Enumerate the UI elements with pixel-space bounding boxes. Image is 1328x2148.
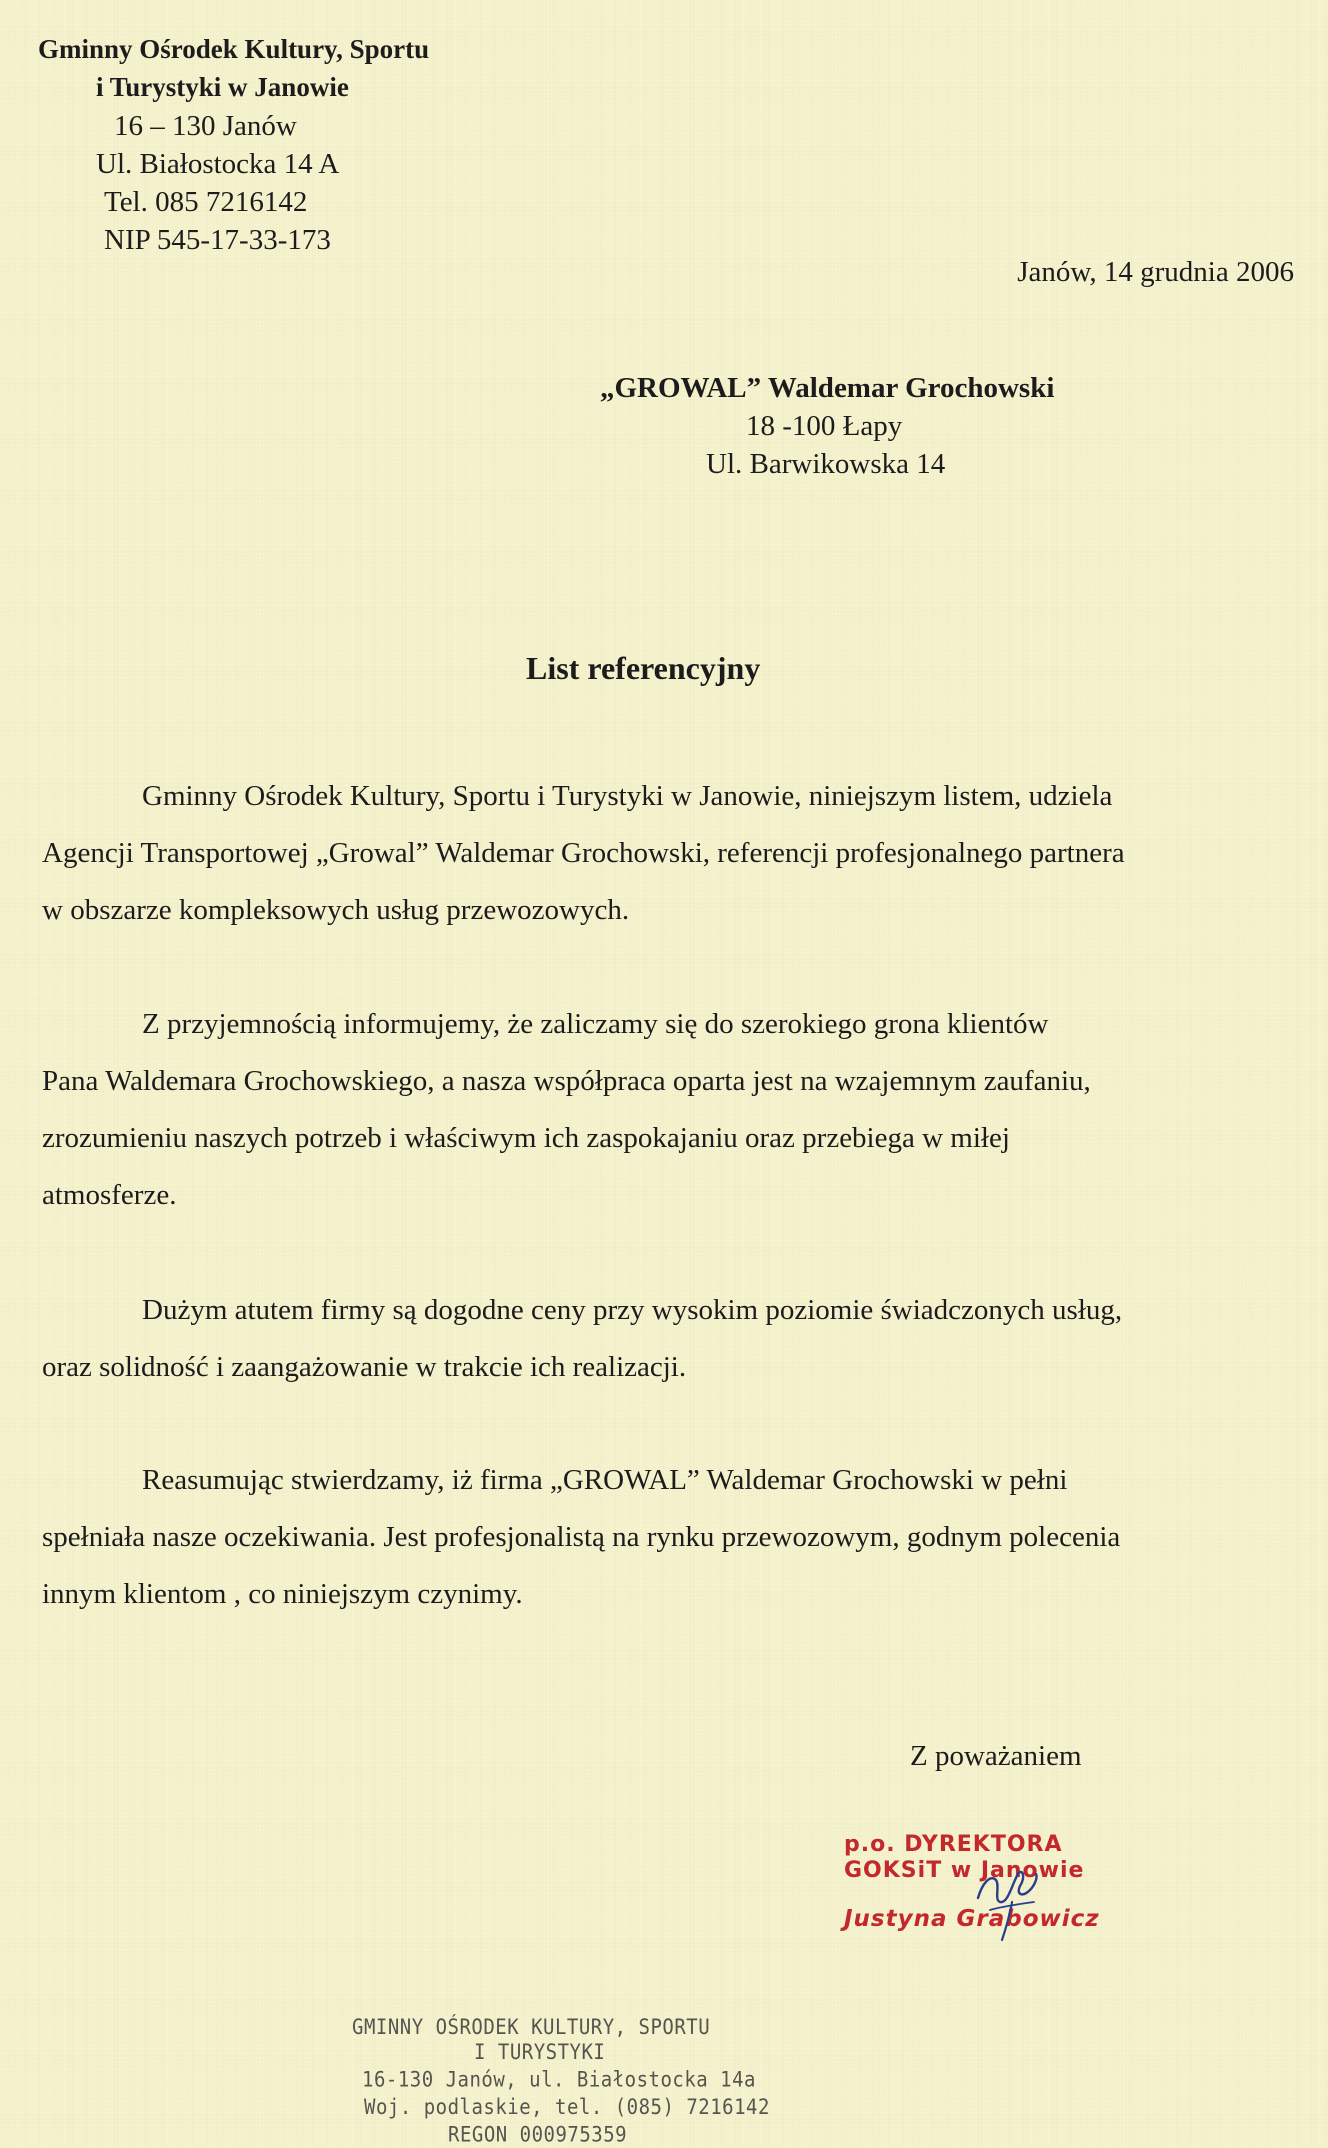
- paragraph-line: Z przyjemnością informujemy, że zaliczamy się do szerokiego grona klientów: [142, 1008, 1049, 1040]
- sender-street: Ul. Białostocka 14 A: [96, 148, 340, 180]
- closing-salutation: Z poważaniem: [910, 1740, 1082, 1772]
- handwritten-signature: [960, 1840, 1070, 1950]
- office-stamp-line: I TURYSTYKI: [474, 2040, 606, 2065]
- office-stamp-line: Woj. podlaskie, tel. (085) 7216142: [364, 2095, 770, 2120]
- paragraph-line: Gminny Ośrodek Kultury, Sportu i Turystyki w Janowie, niniejszym listem, udziela: [142, 780, 1113, 812]
- paragraph-line: Pana Waldemara Grochowskiego, a nasza współpraca oparta jest na wzajemnym zaufaniu,: [42, 1065, 1091, 1097]
- recipient-postal: 18 -100 Łapy: [746, 410, 903, 442]
- director-stamp-office: GOKSiT w Janowie: [844, 1858, 1085, 1883]
- paragraph-line: Dużym atutem firmy są dogodne ceny przy wysokim poziomie świadczonych usług,: [142, 1294, 1123, 1326]
- paragraph-line: atmosferze.: [42, 1179, 177, 1211]
- recipient-company: „GROWAL” Waldemar Grochowski: [600, 372, 1055, 404]
- director-stamp-title: p.o. DYREKTORA: [844, 1832, 1063, 1857]
- sender-postal: 16 – 130 Janów: [114, 110, 297, 142]
- paragraph-line: zrozumieniu naszych potrzeb i właściwym ich zaspokajaniu oraz przebiega w miłej: [42, 1122, 1010, 1154]
- paragraph-line: w obszarze kompleksowych usług przewozowych.: [42, 894, 630, 926]
- recipient-street: Ul. Barwikowska 14: [706, 448, 946, 480]
- paragraph-line: Reasumując stwierdzamy, iż firma „GROWAL” Waldemar Grochowski w pełni: [142, 1464, 1068, 1496]
- director-stamp-name: Justyna Grabowicz: [844, 1906, 1100, 1932]
- document-title: List referencyjny: [526, 650, 761, 686]
- paragraph-line: Agencji Transportowej „Growal” Waldemar Grochowski, referencji profesjonalnego partnera: [42, 837, 1125, 869]
- paragraph-line: innym klientom , co niniejszym czynimy.: [42, 1578, 523, 1610]
- paragraph-line: oraz solidność i zaangażowanie w trakcie ich realizacji.: [42, 1351, 687, 1383]
- office-stamp-line: 16-130 Janów, ul. Białostocka 14a: [362, 2068, 756, 2093]
- sender-nip: NIP 545-17-33-173: [104, 224, 331, 256]
- paragraph-line: spełniała nasze oczekiwania. Jest profesjonalistą na rynku przewozowym, godnym polecenia: [42, 1521, 1121, 1553]
- sender-name-line2: i Turystyki w Janowie: [96, 72, 349, 102]
- office-stamp-line: REGON 000975359: [448, 2123, 628, 2148]
- letter-date: Janów, 14 grudnia 2006: [1017, 256, 1294, 288]
- office-stamp-line: GMINNY OŚRODEK KULTURY, SPORTU: [352, 2015, 711, 2040]
- sender-name-line1: Gminny Ośrodek Kultury, Sportu: [38, 34, 430, 64]
- sender-phone: Tel. 085 7216142: [104, 186, 308, 218]
